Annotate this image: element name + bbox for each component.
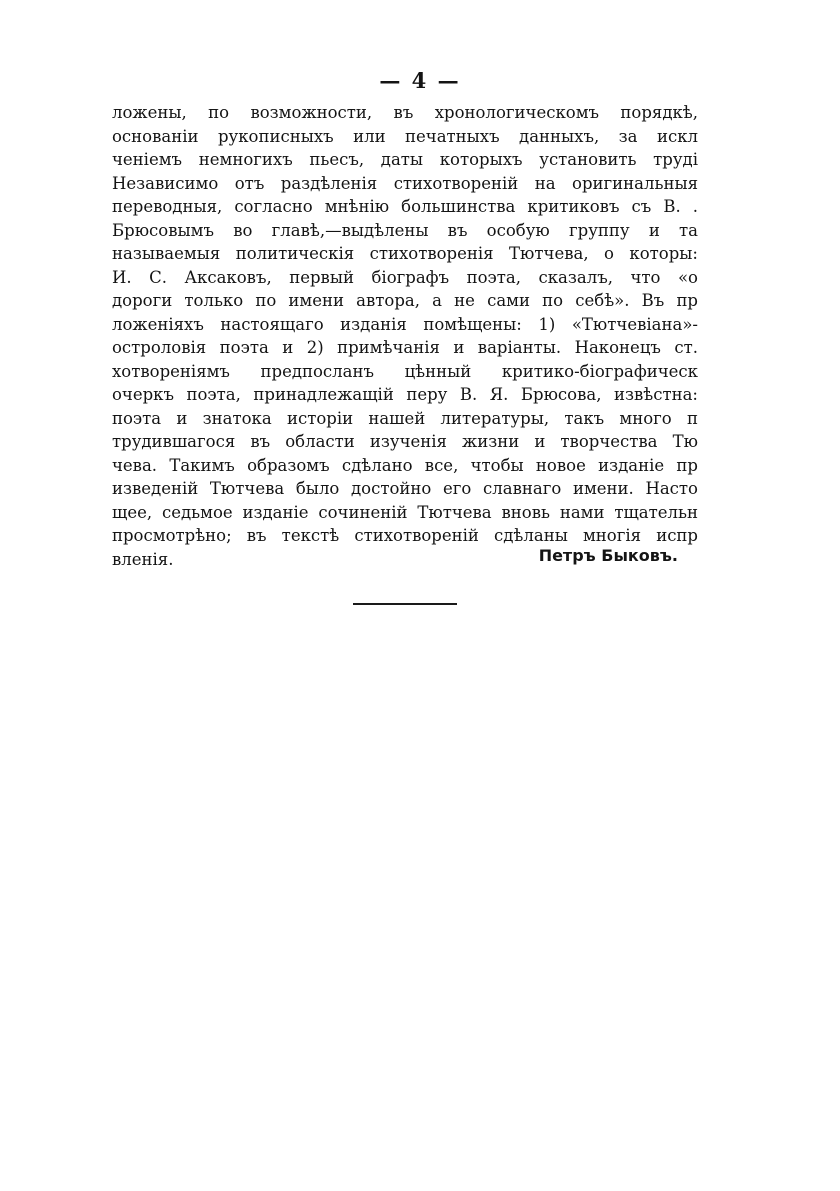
text-line: основаніи рукописныхъ или печатныхъ данныхъ, за искл	[112, 126, 698, 146]
text-line: Брюсовымъ во главѣ,—выдѣлены въ особую группу и та	[112, 220, 698, 240]
text-line: хотвореніямъ предпосланъ цѣнный критико-біографическ	[112, 361, 698, 381]
text-line: ченіемъ немногихъ пьесъ, даты которыхъ установить труді	[112, 150, 698, 169]
text-line: щее, седьмое изданіе сочиненій Тютчева вновь нами тщательн	[112, 502, 698, 522]
text-line: И. С. Аксаковъ, первый біографъ поэта, сказалъ, что «о	[112, 267, 698, 287]
text-line: чева. Такимъ образомъ сдѣлано все, чтобы новое изданіе пр	[112, 455, 698, 475]
text-line: поэта и знатока исторіи нашей литературы, такъ много п	[112, 408, 698, 428]
section-divider	[353, 603, 457, 605]
text-line: переводныя, согласно мнѣнію большинства критиковъ съ В. .	[112, 197, 698, 216]
text-line: ложены, по возможности, въ хронологическомъ порядкѣ,	[112, 103, 698, 122]
text-line: изведеній Тютчева было достойно его славнаго имени. Насто	[112, 479, 698, 498]
text-line: дороги только по имени автора, а не сами по себѣ». Въ пр	[112, 291, 698, 310]
text-line: очеркъ поэта, принадлежащій перу В. Я. Брюсова, извѣстна:	[112, 385, 698, 404]
page-number: — 4 —	[379, 68, 461, 93]
text-line: называемыя политическія стихотворенія Тютчева, о которы:	[112, 244, 698, 263]
text-line: остроловія поэта и 2) примѣчанія и варіанты. Наконецъ ст.	[112, 338, 698, 357]
body-text	[112, 101, 698, 571]
signature: Петръ Быковъ.	[538, 546, 678, 565]
text-line: Независимо отъ раздѣленія стихотвореній на оригинальныя	[112, 173, 698, 193]
text-line: просмотрѣно; въ текстѣ стихотвореній сдѣланы многія испр	[112, 526, 698, 545]
text-line: трудившагося въ области изученія жизни и творчества Тю	[112, 432, 698, 451]
text-line: ложеніяхъ настоящаго изданія помѣщены: 1) «Тютчевіана»-	[112, 314, 698, 334]
text-line: вленія.	[112, 549, 174, 569]
